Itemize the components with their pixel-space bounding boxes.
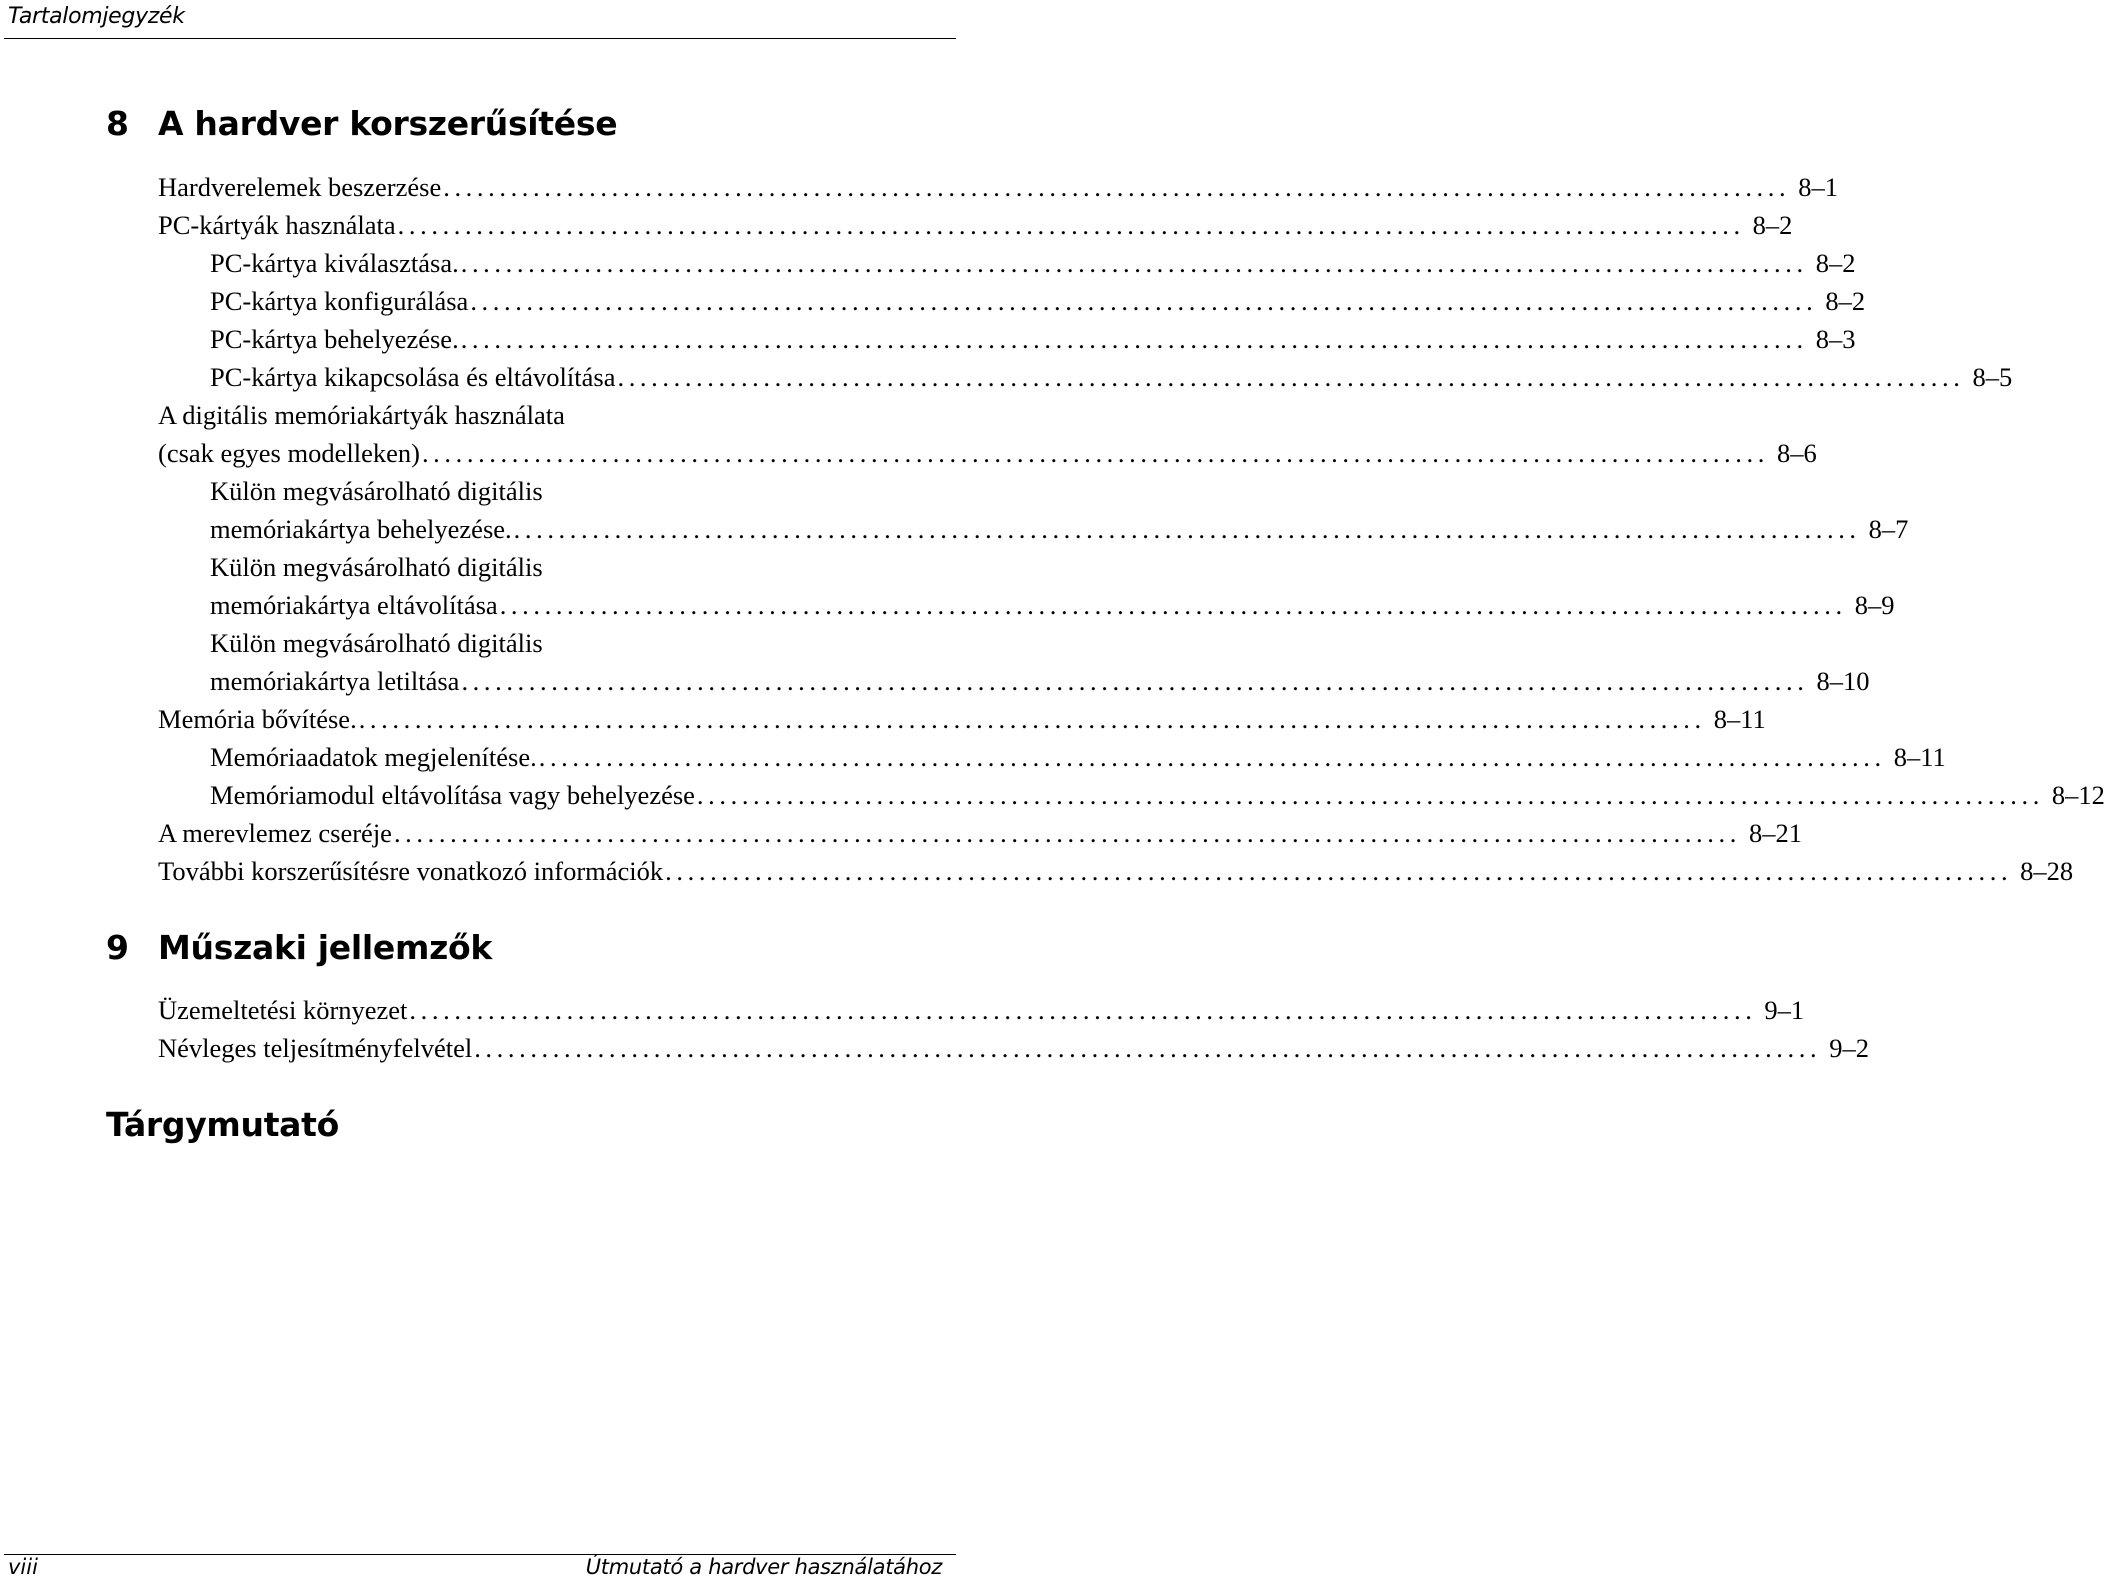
chapter-8-heading[interactable] xyxy=(106,104,617,144)
toc-entry-label: memóriakártya eltávolítása xyxy=(210,590,498,620)
toc-entry[interactable] xyxy=(210,662,1870,700)
toc-entry-page: 8–5 xyxy=(1972,362,2013,392)
toc-entry-label: A merevlemez cseréje xyxy=(158,818,392,848)
toc-entry-page: 8–21 xyxy=(1748,818,1802,848)
dot-leader: ........................................................................................................................ xyxy=(617,362,1965,392)
toc-entry[interactable] xyxy=(158,168,1838,206)
toc-entry-page: 8–2 xyxy=(1752,210,1793,240)
toc-entry-label: Névleges teljesítményfelvétel xyxy=(158,1033,473,1063)
chapter-9-heading[interactable] xyxy=(106,928,492,968)
toc-entry-label: PC-kártya konfigurálása xyxy=(210,286,469,316)
toc-entry-label: Hardverelemek beszerzése xyxy=(158,172,442,202)
chapter-title: Műszaki jellemzők xyxy=(158,928,493,967)
running-head: Tartalomjegyzék xyxy=(8,4,185,29)
header-rule xyxy=(4,38,956,39)
toc-entry[interactable] xyxy=(210,358,2013,396)
toc-entry[interactable] xyxy=(158,434,1817,472)
toc-entry-page: 8–3 xyxy=(1815,324,1856,354)
toc-entry-label-line1[interactable]: A digitális memóriakártyák használata xyxy=(158,400,565,430)
toc-entry-page: 9–1 xyxy=(1764,995,1805,1025)
toc-entry-page: 8–1 xyxy=(1798,172,1838,202)
toc-entry-page: 8–10 xyxy=(1816,666,1870,696)
dot-leader: ........................................................................................................................ xyxy=(538,742,1886,772)
toc-entry-label: További korszerűsítésre vonatkozó információk xyxy=(158,856,664,886)
dot-leader: ........................................................................................................................ xyxy=(443,172,1791,202)
dot-leader: ........................................................................................................................ xyxy=(397,210,1745,240)
dot-leader: ........................................................................................................................ xyxy=(665,856,2013,886)
toc-entry-page: 8–7 xyxy=(1868,514,1909,544)
dot-leader: ........................................................................................................................ xyxy=(470,286,1818,316)
toc-entry-page: 8–2 xyxy=(1825,286,1866,316)
chapter-title: A hardver korszerűsítése xyxy=(158,104,618,143)
dot-leader: ........................................................................................................................ xyxy=(461,666,1809,696)
chapter-number: 8 xyxy=(106,104,129,143)
toc-entry[interactable] xyxy=(210,244,1856,282)
toc-entry[interactable] xyxy=(158,700,1766,738)
toc-entry[interactable] xyxy=(158,991,1805,1029)
footer-book-title: Útmutató a hardver használatához xyxy=(585,1555,942,1579)
toc-entry[interactable] xyxy=(158,852,2074,890)
dot-leader: ........................................................................................................................ xyxy=(499,590,1847,620)
toc-entry-page: 8–2 xyxy=(1815,248,1856,278)
chapter-number: 9 xyxy=(106,928,129,967)
toc-entry-page: 8–11 xyxy=(1713,704,1766,734)
toc-entry-label: PC-kártya kikapcsolása és eltávolítása xyxy=(210,362,616,392)
toc-entry-label: (csak egyes modelleken) xyxy=(158,438,420,468)
dot-leader: ........................................................................................................................ xyxy=(358,704,1706,734)
toc-entry-label: memóriakártya letiltása xyxy=(210,666,460,696)
toc-entry-label: Memóriaadatok megjelenítése. xyxy=(210,742,537,772)
toc-entry[interactable] xyxy=(210,738,1946,776)
toc-entry[interactable] xyxy=(158,1029,1869,1067)
toc-entry[interactable] xyxy=(210,320,1856,358)
dot-leader: ........................................................................................................................ xyxy=(421,438,1769,468)
toc-entry[interactable] xyxy=(210,776,2105,814)
dot-leader: ........................................................................................................................ xyxy=(460,324,1808,354)
toc-entry-label: PC-kártya behelyezése. xyxy=(210,324,459,354)
toc-entry[interactable] xyxy=(210,510,1909,548)
dot-leader: ........................................................................................................................ xyxy=(409,995,1757,1025)
index-heading[interactable]: Tárgymutató xyxy=(106,1105,340,1144)
toc-entry-label-line1[interactable]: Külön megvásárolható digitális xyxy=(210,476,543,506)
toc-entry-page: 8–28 xyxy=(2020,856,2074,886)
toc-entry-label: PC-kártya kiválasztása. xyxy=(210,248,459,278)
toc-entry[interactable] xyxy=(158,814,1802,852)
toc-entry-page: 9–2 xyxy=(1829,1033,1869,1063)
toc-entry-label-line1[interactable]: Külön megvásárolható digitális xyxy=(210,552,543,582)
dot-leader: ........................................................................................................................ xyxy=(393,818,1741,848)
toc-entry[interactable] xyxy=(158,206,1793,244)
toc-entry-label: Üzemeltetési környezet xyxy=(158,995,408,1025)
dot-leader: ........................................................................................................................ xyxy=(460,248,1808,278)
toc-entry-label: memóriakártya behelyezése. xyxy=(210,514,512,544)
toc-entry[interactable] xyxy=(210,586,1895,624)
toc-entry-page: 8–11 xyxy=(1893,742,1946,772)
toc-entry-page: 8–9 xyxy=(1854,590,1895,620)
dot-leader: ........................................................................................................................ xyxy=(513,514,1861,544)
toc-entry-page: 8–6 xyxy=(1776,438,1817,468)
footer-page-number: viii xyxy=(8,1555,38,1579)
dot-leader: ........................................................................................................................ xyxy=(474,1033,1822,1063)
toc-entry-label-line1[interactable]: Külön megvásárolható digitális xyxy=(210,628,543,658)
toc-entry-label: Memória bővítése. xyxy=(158,704,357,734)
toc-entry[interactable] xyxy=(210,282,1866,320)
toc-entry-label: PC-kártyák használata xyxy=(158,210,396,240)
dot-leader: ........................................................................................................................ xyxy=(696,780,2044,810)
toc-entry-page: 8–12 xyxy=(2051,780,2105,810)
toc-entry-label: Memóriamodul eltávolítása vagy behelyezése xyxy=(210,780,695,810)
